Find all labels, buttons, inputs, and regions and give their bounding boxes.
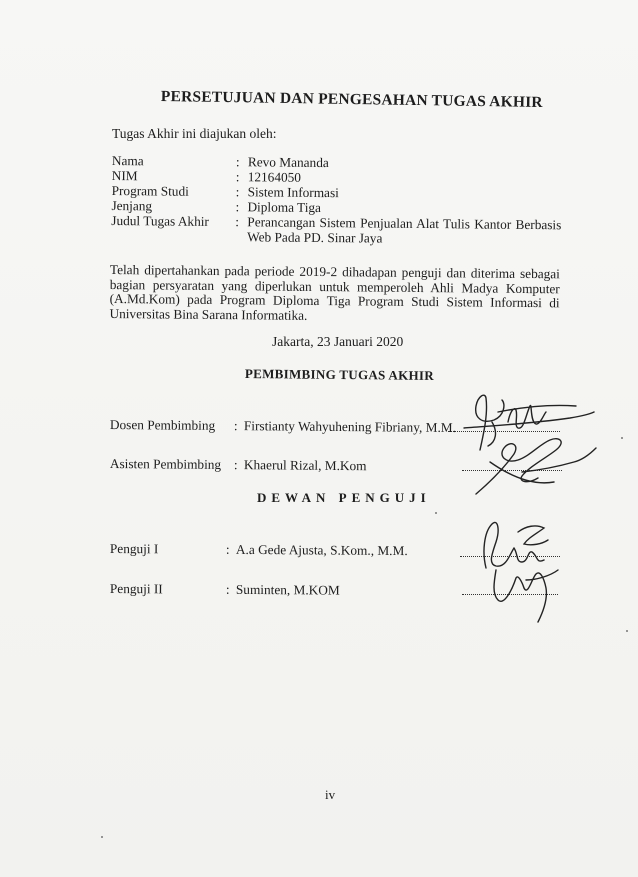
signature-label: Dosen Pembimbing [109,417,216,433]
signature-label: Penguji II [109,581,163,597]
signature-colon: : [233,418,238,434]
page-number: iv [325,787,336,802]
field-label: Judul Tugas Akhir [111,212,209,229]
signature-label: Penguji I [109,541,159,557]
student-info-table [111,153,562,247]
city-date: Jakarta, 23 Januari 2020 [272,334,404,349]
signature-penguji [466,518,576,628]
scan-speck [435,512,437,514]
signer-name: A.a Gede Ajusta, S.Kom., M.M. [235,541,408,559]
scan-speck [101,836,103,838]
scan-speck [626,630,628,632]
signature-asisten-pembimbing [470,432,600,498]
approval-paragraph: Telah dipertahankan pada periode 2019-2 dihadapan penguji dan diterima sebagai bagian persyaratan yang diperlukan untuk memperoleh Ahli Madya Komputer (A.Md.Kom) pada Program Diploma Tiga Program Studi Sistem Informasi di Universitas Bina Sarana Informatika. [109,262,560,323]
field-colon: : [235,169,240,185]
signature-row-penguji-2 [110,581,340,599]
signer-name: Khaerul Rizal, M.Kom [243,457,367,474]
field-value: Diploma Tiga [247,199,322,216]
signature-colon: : [225,581,230,597]
field-label: Jenjang [111,197,153,214]
field-colon: : [235,184,240,200]
signature-row-penguji-1 [110,541,408,559]
field-label: Nama [111,153,144,169]
signer-name: Suminten, M.KOM [235,581,340,598]
field-colon: : [235,199,240,215]
field-value: Sistem Informasi [247,184,339,201]
signer-name: Firstianty Wahyuhening Fibriany, M.M. [243,418,457,436]
section-heading-pembimbing: PEMBIMBING TUGAS AKHIR [244,366,435,383]
field-label: Program Studi [111,182,189,199]
signature-row-dosen-pembimbing [110,417,456,436]
field-row-judul [111,213,561,247]
page-title: PERSETUJUAN DAN PENGESAHAN TUGAS AKHIR [160,88,543,111]
signature-colon: : [225,541,230,557]
signature-colon: : [233,457,238,473]
section-heading-penguji: DEWAN PENGUJI [257,490,431,505]
signature-row-asisten-pembimbing [110,456,367,474]
scan-speck [621,437,623,439]
field-colon: : [235,214,240,230]
field-value: 12164050 [247,169,302,185]
field-value: Revo Mananda [247,154,329,171]
field-label: NIM [111,167,138,184]
intro-text: Tugas Akhir ini diajukan oleh: [112,126,277,141]
field-colon: : [235,154,240,170]
field-value: Perancangan Sistem Penjualan Alat Tulis Kantor Berbasis Web Pada PD. Sinar Jaya [247,214,562,246]
signature-label: Asisten Pembimbing [109,456,222,472]
